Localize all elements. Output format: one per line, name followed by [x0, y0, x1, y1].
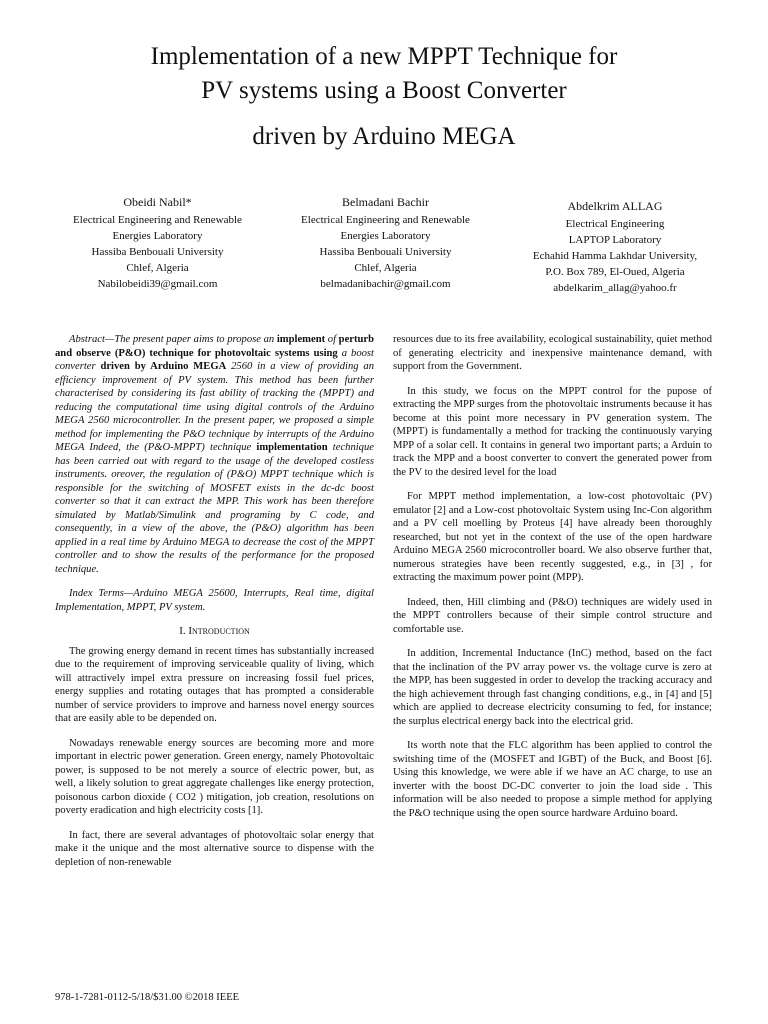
author-email: abdelkarim_allag@yahoo.fr — [553, 282, 677, 294]
paper-title — [0, 40, 768, 154]
paragraph: Nowadays renewable energy sources are becoming more and more important in electric power generation. Green energy, namely Photovoltaic power, is supposed to be not merely a source of electric power, but, as well, a likely solution to great aggregate challenges like energy protection, poisonous carbon dioxide ( CO2 ) mitigation, job creation, resolutions on poverty eradication and high electricity costs [1]. — [55, 737, 374, 816]
paragraph: In this study, we focus on the MPPT control for the pupose of extracting the MPP surges from the photovoltaic instruments because it has become at this point more necessary in PV generation system. The (MPPT) is fundamentally a method for tracking the continuously varying MPP of a solar cell. It contains in general two important parts; a Arduin to track the MPP and a boost converter to convert the generated power from the PV to the desired level for the load — [393, 385, 712, 478]
copyright-footer: 978-1-7281-0112-5/18/$31.00 ©2018 IEEE — [55, 992, 240, 1003]
paragraph: Its worth note that the FLC algorithm has been applied to control the switshing time of the (MOSFET and IGBT) of the Buck, and Boost [6]. Using this knowledge, we were able if we have an AC charge, to use an inverter with the boost DC-DC converter to join the load side . This information will be also needed to propose a simple method for applying the P&O technique using the open source hardware Arduino board. — [393, 740, 712, 819]
paragraph: The growing energy demand in recent times has substantially increased due to the requirement of improving serviceable quality of living, which will attractively impel extra pressure on increasing fossil fuel prices, energy supplies and rotating outages that has prompted a considerable number of service providers to improve and harness novel energy sources that are easily able to be depended on. — [55, 645, 374, 724]
author-location: P.O. Box 789, El-Oued, Algeria — [545, 266, 685, 278]
author-university: Hassiba Benbouali University — [319, 246, 452, 258]
author-email: belmadanibachir@gmail.com — [320, 278, 451, 290]
author-affiliation: Electrical Engineering — [565, 218, 665, 230]
title-line-2: PV systems using a Boost Converter — [201, 77, 567, 104]
left-column — [55, 333, 374, 880]
author-location: Chlef, Algeria — [126, 262, 189, 274]
author-affiliation: Electrical Engineering and Renewable — [73, 214, 242, 226]
paragraph: resources due to its free availability, ecological sustainability, quiet method of generating electricity and inexpensive maintenance demand, with support from the Government. — [393, 334, 712, 372]
author-affiliation: Energies Laboratory — [112, 230, 203, 242]
author-university: Hassiba Benbouali University — [91, 246, 224, 258]
title-line-3: driven by Arduino MEGA — [252, 123, 516, 150]
index-terms: Index Terms—Arduino MEGA 25600, Interrupts, Real time, digital Implementation, MPPT, PV system. — [55, 588, 374, 613]
right-column — [393, 333, 712, 831]
paragraph: For MPPT method implementation, a low-cost photovoltaic (PV) emulator [2] and a Low-cost photovoltaic System using Inc-Con algorithm and a PV cell moelling by Proteus [4] have already been thoroughly researched, but not yet in the context of the use of the open hardware Arduino MEGA 2560 microcontroller board. We also observe further that, numerous strategies have been recently suggested, e.g., in [3] , for extracting the maximum power point (MPP). — [393, 491, 712, 583]
author-name: Obeidi Nabil* — [123, 195, 192, 209]
title-line-1: Implementation of a new MPPT Technique for — [150, 43, 618, 70]
paragraph: In addition, Incremental Inductance (InC) method, based on the fact that the inclination of the PV array power vs. the voltage curve is zero at the MPP, has been suggested in order to develop the tracking accuracy and the high achievement through fast changing conditions, e.g., in [4] and [5] which are applied to decrease electricity consuming to fed, for instance; the surplus electrical energy back into the electrical grid. — [393, 648, 712, 727]
author-block-3 — [505, 198, 725, 296]
author-affiliation: Energies Laboratory — [340, 230, 431, 242]
paragraph: Indeed, then, Hill climbing and (P&O) techniques are widely used in the MPPT controllers because of their simple control structure and comfortable use. — [393, 596, 712, 635]
section-heading: I. Introduction — [179, 625, 250, 637]
author-block-1 — [55, 194, 260, 292]
author-name: Abdelkrim ALLAG — [567, 199, 663, 213]
author-location: Chlef, Algeria — [354, 262, 417, 274]
author-name: Belmadani Bachir — [342, 195, 429, 209]
author-affiliation: LAPTOP Laboratory — [568, 234, 662, 246]
author-block-2 — [283, 194, 488, 292]
paragraph: In fact, there are several advantages of photovoltaic solar energy that make it the unique and the most alternative source to dispense with the depletion of non-renewable — [55, 829, 374, 868]
author-university: Echahid Hamma Lakhdar University, — [532, 250, 698, 262]
abstract: Abstract—The present paper aims to propose an implement of perturb and observe (P&O) technique for photovoltaic systems using a boost converter driven by Arduino MEGA 2560 in a view of providing an efficiency improvement of PV system. This method has been further characterised by considering its fast ability of tracking the (MPPT) and reducing the computational time using digital controls of the Arduino MEGA 2560 microcontroller. In the present paper, we proposed a simple method for implementing the P&O technique by interrupts of the Arduino MEGA Indeed, the (P&O-MPPT) technique implementation technique has been carried out with regard to the usage of the developed costless instruments. oreover, the regulation of (P&O) MPPT technique which is responsible for the switching of MOSFET exists in the dc-dc boost converter so that it can extract the MPP. This work has been therefore simulated by Matlab/Simulink and programing by C code, and consequently, in a view of the above, the (P&O) algorithm has been applied in a real time by Arduino MEGA to decrease the cost of the MPPT controller and to show the results of the performance for the proposed technique. — [55, 334, 374, 575]
author-affiliation: Electrical Engineering and Renewable — [301, 214, 470, 226]
author-email: Nabilobeidi39@gmail.com — [97, 278, 218, 290]
